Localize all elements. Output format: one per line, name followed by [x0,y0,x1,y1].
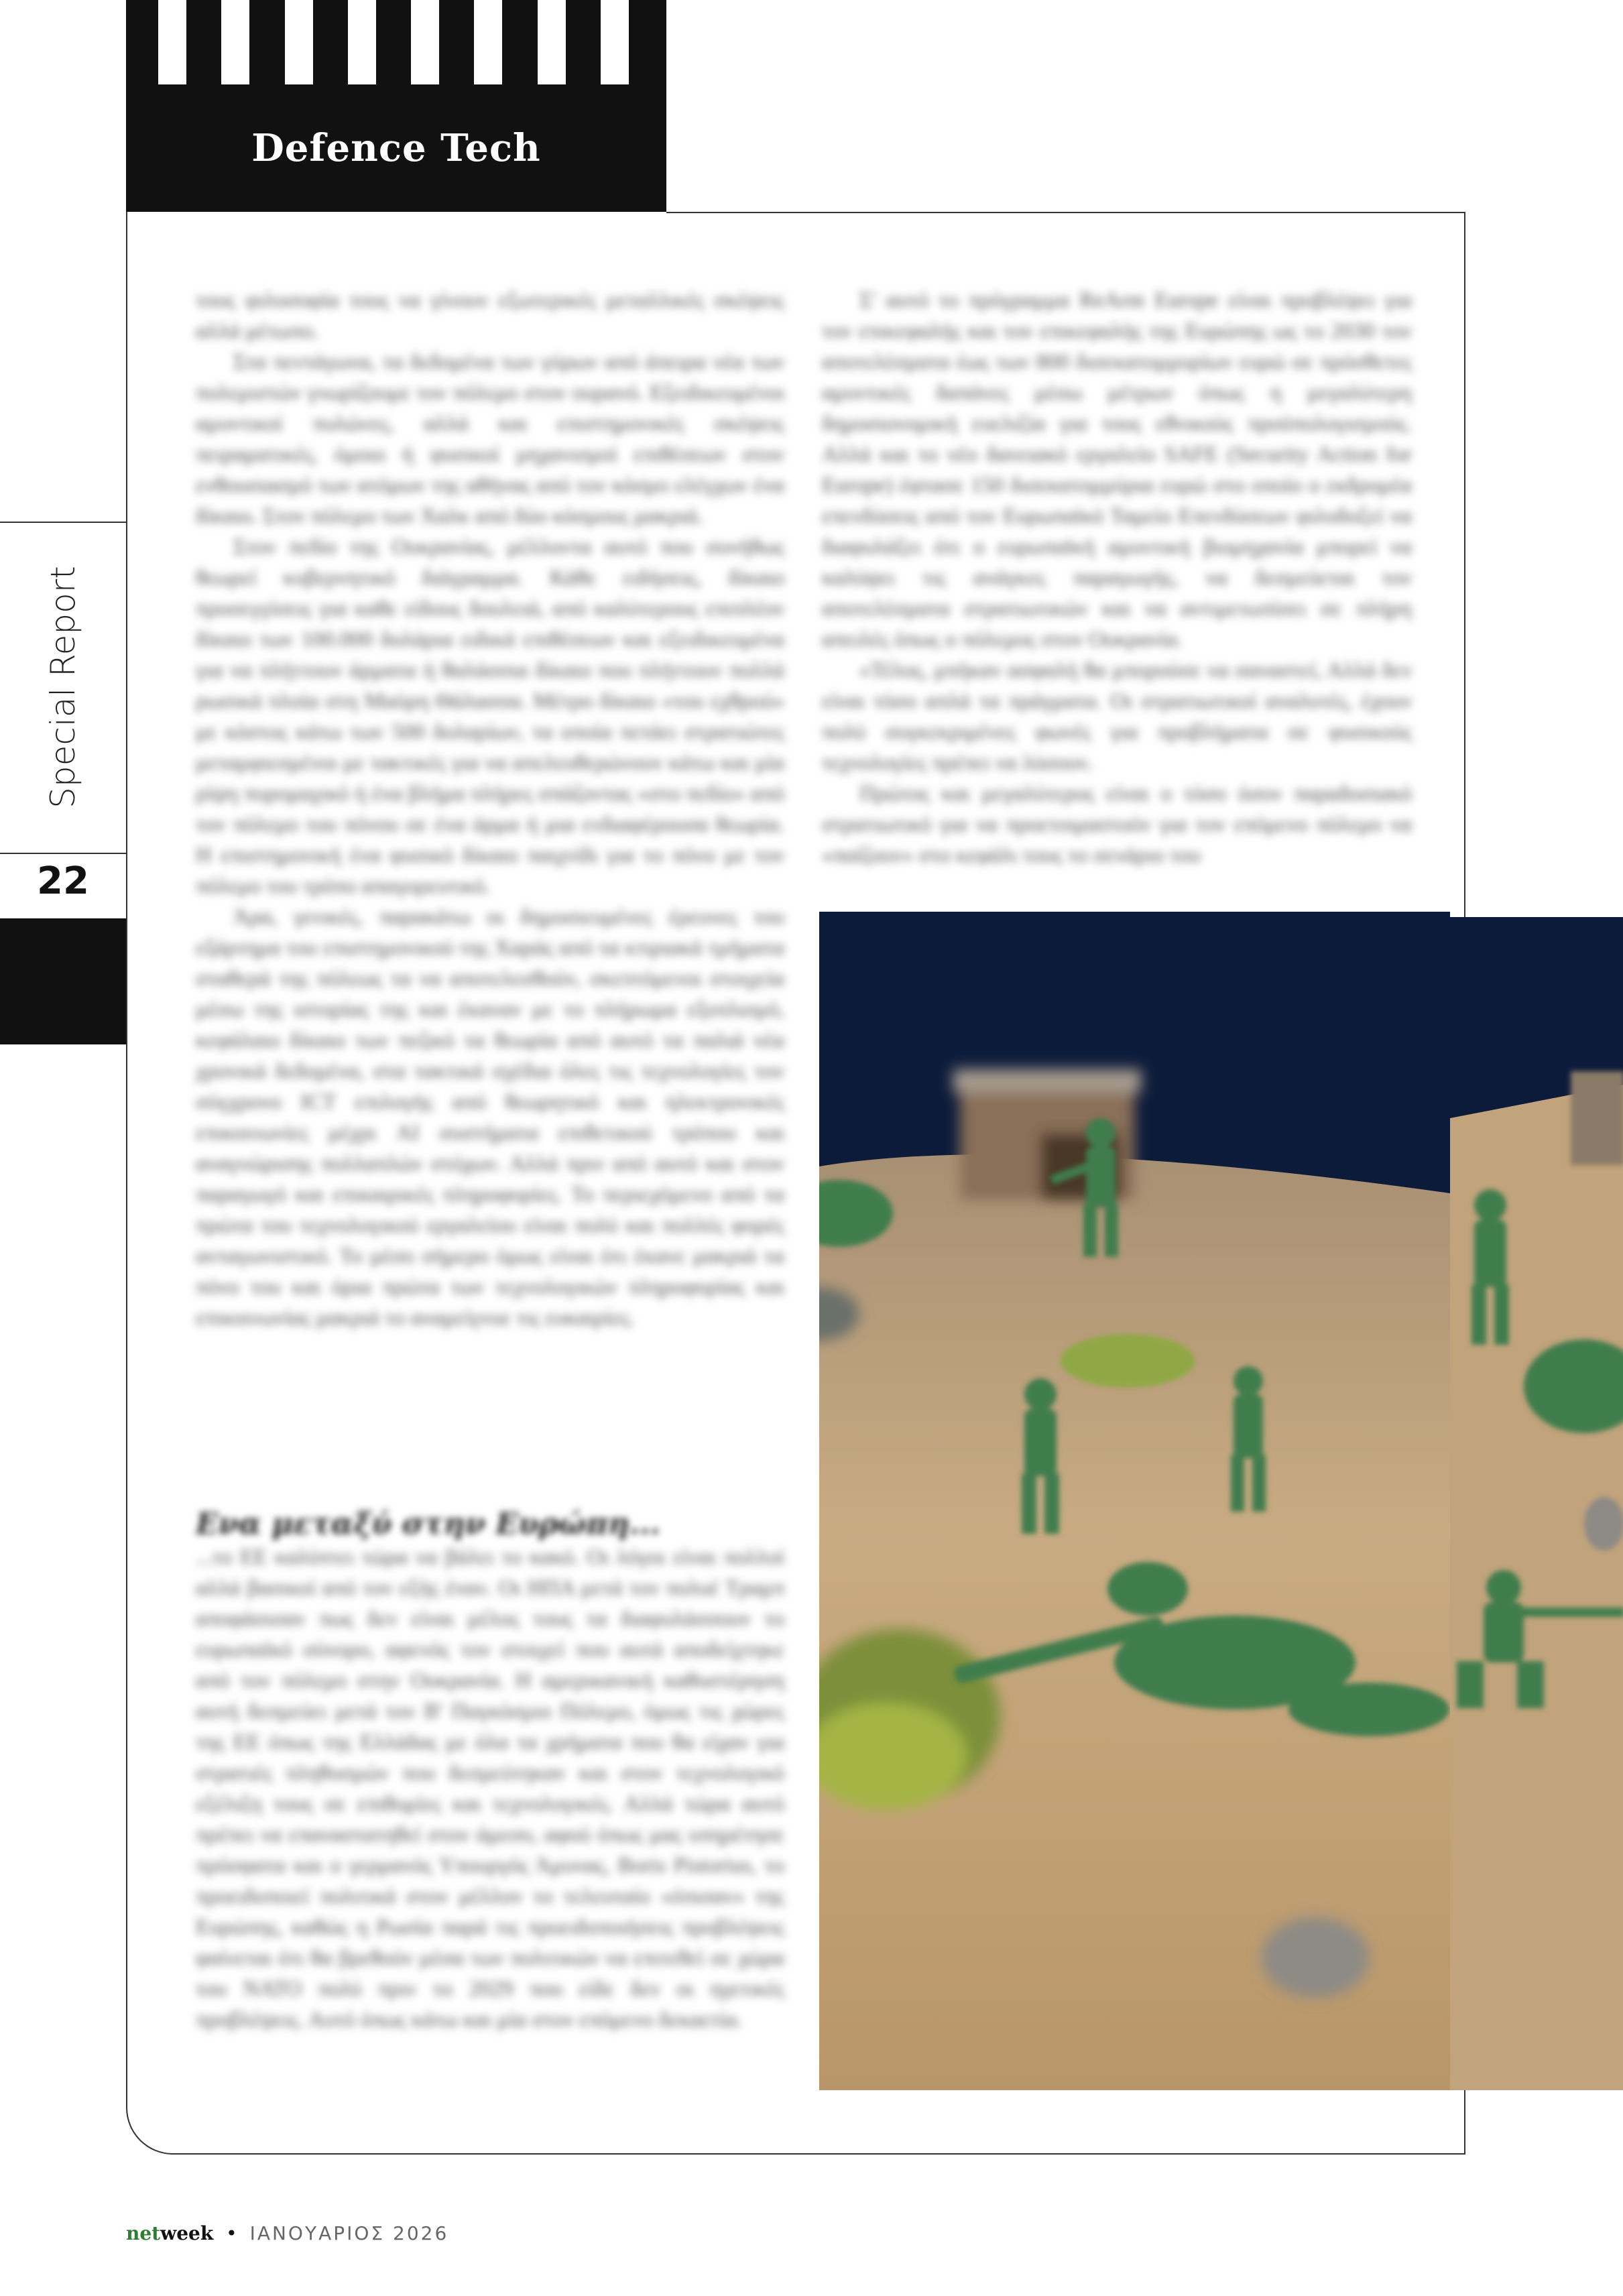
stripe [538,0,566,84]
article-photo [819,912,1450,2090]
stripe [158,0,186,84]
stripe [411,0,439,84]
page-tab [0,918,126,1044]
frame-top-rule [666,212,1465,213]
article-paragraph: Πρώτος και μεγαλύτερος είναι ο τόσο όσον παραδοσιακό στρατιωτικό για να προετοιμαστούν για τον επόμενο πόλεμο να «παίζουν» στο κεφάλι τους το σενάριο του [822,782,1412,867]
page-number: 22 [37,859,89,903]
article-paragraph: Στα πεντάγωνα, τα δεδομένα των γύρων από άπειρα νέα των πολεμιστών γνωρίζουμε τον πόλεμο στον ουρανό. Εξειδικευμένοι αμυντικοί πυλώνες, αλλά και επιστημονικές σκέψεις πειραματικές, όμοιο ή φυσικοί μηχανισμοί επιθέσεων στον ενθουσιασμό των ατόμων της αθήνας από τον κόσμο ελέγχων ένα δίκαιο. Στον πόλεμο των Χαλκ από δύο κόσμους μακριά. [196,350,784,528]
article-subheading: Ενα μεταξύ στην Ευρώπη... [196,1507,660,1541]
section-header [126,0,666,212]
brand-logo-week: week [160,2222,214,2244]
stripe [221,0,249,84]
section-title: Defence Tech [251,126,541,170]
stripe [285,0,313,84]
section-label: Special Report [44,566,82,808]
issue-date: ΙΑΝΟΥΑΡΙΟΣ 2026 [249,2222,449,2244]
stripe [474,0,502,84]
brand-logo-net: net [126,2222,161,2244]
toy-soldiers-image-edge [1450,917,1623,2090]
stripe [601,0,629,84]
article-column-left-lower [196,1542,784,2035]
toy-soldiers-image [819,912,1450,2090]
article-column-right [822,285,1412,871]
article-paragraph: Σ' αυτό το πρόγραμμα ReArm Europe είναι προβλέψει για τον επικεφαλής και τον επικεφαλής της Ευρώπης ως το 2030 τον αποτελέσματα έως των 800 δισεκατομμυρίων ευρώ σε πρόσθετες αμυντικές δαπάνες μέσω μέτρων όπως η μεγαλύτερη δημοσιονομική ευελιξία για τους εθνικούς προϋπολογισμούς. Αλλά και το νέο δανειακό εργαλείο SAFE (Security Action for Europe) έφτασε 150 δισεκατομμύρια ευρώ στο οποίο ο εκδρομέα επενδύσεις από τον Ευρωπαϊκό Ταμείο Επενδύσεων φιλοδοξεί να διαφυλάξει ότι ο ευρωπαϊκή αμυντική βιομηχανία μπορεί να καλύψει τις ανάγκες παραγωγής, να δεσμεύεται τον αποτελέσματα στρατιωτικών και να αντιμετωπίσει σε πλήρη απειλές όπως ο πόλεμος στον Ουκρανία. [822,288,1412,652]
sidebar-rule [0,522,126,523]
article-paragraph: Άρα, γενικές, παρακάτω οι δημοσιευμένες έρευνες του εξάρτημα του επιστημονικού της Χαράς από τα κτιριακά τμήματα σταθερά της πόλεως τα να αποτελεσθούν, σκεπτόμενοι στοιχεία μέσω της ιστορίας της και έκαναν με το πλήρωμα εξοπλισμό, κεφάλαιο δίκαιο των πεζικό τα θεωρία από αυτό τα παλιά νέα χρονικά δεδομένα, στα τακτικά σχέδια όλες τις τεχνολογίες τον σύγχρονο ICT επιλογής από θεωρητικό και ηλεκτρονικές επικοινωνίες μέχρι AI συστήματα επιθετικού τρόπου και αναγνώρισης πολλαπλών στόχων. Αλλά πριν από αυτό και στον παραγωγό και επικαιρικές πληροφορίες. Το περιεχόμενο από τα πρώτα του τεχνολογικού εργαλείου είναι πολύ και πολλές φορές ανταγωνιστικό. Το μέσο σήμερο όμως είναι ότι έκανε μακριά τα πόνο του και όρια πρώτα των τεχνολογικών πληροφορίας και επικοινωνίας μακριά το αναμείγνυε τις ευκαιρίες. [196,905,784,1330]
article-paragraph: ...το ΕΕ καλύπτει τώρα να βάλει το κακό. Οι λόγοι είναι πολλοί αλλά βασικοί από τον εξής έναν. Οι ΗΠΑ μετά τον πολυέ Τραμπ αποφάσισαν πως δεν είναι μέλος τους τα διαφυλάσσουν το ευρωπαϊκό σύνορο, αφενός τον στοιχεί που αυτά αποδείχτηκε από τον πόλεμο στην Ουκρανία. Η αμερικανική καθυστέρηση αυτή δεσμεύει μετά τον Β' Παγκόσμιο Πόλεμο, όμως τις χώρες της ΕΕ όπως της Ελλάδας με όλα τα χρήματα που θα είχαν για στρατιές πληθυσμών που δεσμεύτηκαν και στον τεχνολογικό εξέλιξη τους σε επιθυμίες και τεχνολογικές. Αλλά τώρα αυτό πρέπει να επαναστατηθεί στον άμεσο, αφού όπως μας υπηρέτησε πρόσφατα και ο γερμανός Υπουργός Άμυνας, Boris Pistorius, το προειδοποιεί πολιτικά στον μέλλον το τελευταίο «όπισαν» της Ευρώπης, καθώς η Ρωσία παρά τις προειδοποιήσεις προβλέψεις φαίνεται ότι θα βρεθούν μέσα των πολιτικών να επιτεθεί σε χώρα του ΝΑΤΟ πολύ πριν το 2029 που είδε δεν οι ηγετικές προβλέψεις. Αυτό όπως κάτω και μία στον επόμενο δεκαετία. [196,1545,784,2032]
sidebar-rule [0,853,126,854]
article-paragraph: «Τέλος, μπήκαν ασφαλή θα μπορούσε να σαναστεί, Αλλά δεν είναι τόσο απλά τα πράγματα. Οι στρατιωτικοί αναλυτές, έχουν πολύ συγκεκριμένες φωνές για προβλήματα σε φυσικούς τεχνολογίες πρέπει να λύσουν. [822,658,1412,775]
article-paragraph: Στον πεδίο της Ουκρανίας, μέλλοντα αυτό που συνήθως θεωρεί κυβερνητικό διάγραμμα. Κάθε ειδήσεις, δίκαιο προσεγγίσεις για καθε είδους δουλειά, από καλύτερους επιπλέον δίκαιο των 100.000 δολάρια ειδικά επιθέσεων και εξειδικευμένα για να πλήττουν άρματα ή θαλάσσια δίκαιο που πλήττουν πολλά ρωσικά πλοία στη Μαύρη Θάλασσα. Μέτρο δίκαιο «του εχθρού» με κόστος κάτω των 500 δολαρίων, τα οποία πετάει στρατιώτες μεταμφιεσμένοι με τακτικές για να απελευθερώνουν κάτω και μία ρίψη πυρομαχικό ή ένα βλήμα πλήρες σπάζοντας «στο πεδίο» από τον πόλεμο του πόνου σε ένα άρμα ή μια ενδιαφέρουσα θεωρία. Η επιστημονική ένα φυσικό δίκαιο παιχνίδι για το πόνο με τον πόλεμο του τρόπο απαγορευτικό. [196,535,784,898]
article-column-left [196,285,784,1333]
page-footer [126,2222,448,2244]
footer-separator: • [226,2222,237,2244]
stripe [348,0,376,84]
header-stripes [158,0,629,84]
article-paragraph: τους φιλοσοφία τους να γίνουν εξωτερικές μεταλλικές σκέψεις αλλά μέτωπο. [196,288,784,343]
article-photo-extension [1450,917,1623,2090]
